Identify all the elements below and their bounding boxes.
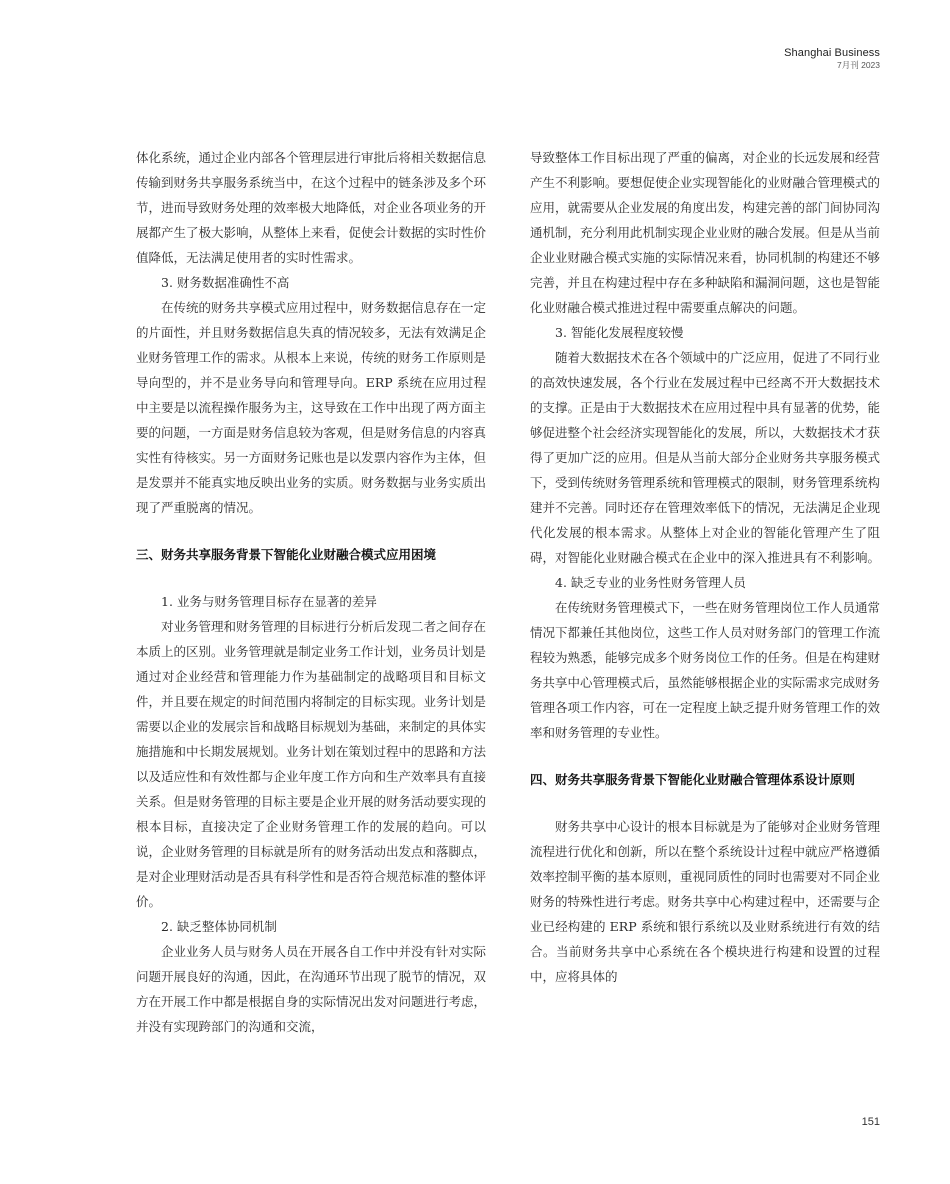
subsection-heading: 3. 智能化发展程度较慢 xyxy=(555,325,684,340)
subsection-heading: 2. 缺乏整体协同机制 xyxy=(161,919,277,934)
section-heading: 四、财务共享服务背景下智能化业财融合管理体系设计原则 xyxy=(530,772,856,787)
running-header xyxy=(784,47,880,71)
paragraph: 导致整体工作目标出现了严重的偏离，对企业的长远发展和经营产生不利影响。要想促使企业实现智能化的业财融合管理模式的应用，就需要从企业发展的角度出发，构建完善的部门间协同沟通机制，充分利用此机制实现企业业财的融合发展。但是从当前企业业财融合模式实施的实际情况来看，协同机制的构建还不够完善，并且在构建过程中存在多种缺陷和漏洞问题，这也是智能化业财融合模式推进过程中需要重点解决的问题。 xyxy=(530,150,881,315)
subsection-heading: 4. 缺乏专业的业务性财务管理人员 xyxy=(555,575,746,590)
page-number: 151 xyxy=(861,1116,880,1128)
paragraph: 企业业务人员与财务人员在开展各自工作中并没有针对实际问题开展良好的沟通，因此，在沟通环节出现了脱节的情况，双方在开展工作中都是根据自身的实际情况出发对问题进行考虑，并没有实现跨部门的沟通和交流， xyxy=(136,944,487,1034)
paragraph: 在传统财务管理模式下，一些在财务管理岗位工作人员通常情况下都兼任其他岗位，这些工作人员对财务部门的管理工作流程较为熟悉，能够完成多个财务岗位工作的任务。但是在构建财务共享中心管理模式后，虽然能够根据企业的实际需求完成财务管理各项工作内容，可在一定程度上缺乏提升财务管理工作的效率和财务管理的专业性。 xyxy=(530,600,881,740)
subsection-heading: 1. 业务与财务管理目标存在显著的差异 xyxy=(161,594,377,609)
subsection-heading: 3. 财务数据准确性不高 xyxy=(161,275,290,290)
paragraph: 体化系统，通过企业内部各个管理层进行审批后将相关数据信息传输到财务共享服务系统当中，在这个过程中的链条涉及多个环节，进而导致财务处理的效率极大地降低，对企业各项业务的开展都产生了极大影响，从整体上来看，促使会计数据的实时性价值降低，无法满足使用者的实时性需求。 xyxy=(136,150,487,265)
paragraph: 在传统的财务共享模式应用过程中，财务数据信息存在一定的片面性，并且财务数据信息失真的情况较多，无法有效满足企业财务管理工作的需求。从根本上来说，传统的财务工作原则是导向型的，并不是业务导向和管理导向。ERP 系统在应用过程中主要是以流程操作服务为主，这导致在工作中出现了两方面主要的问题，一方面是财务信息较为客观，但是财务信息的内容真实性有待核实。另一方面财务记账也是以发票内容作为主体，但是发票并不能真实地反映出业务的实质。财务数据与业务实质出现了严重脱离的情况。 xyxy=(136,300,487,515)
paragraph: 财务共享中心设计的根本目标就是为了能够对企业财务管理流程进行优化和创新，所以在整个系统设计过程中就应严格遵循效率控制平衡的基本原则，重视同质性的同时也需要对不同企业财务的特殊性进行考虑。财务共享中心构建过程中，还需要与企业已经构建的 ERP 系统和银行系统以及业财系统进行有效的结合。当前财务共享中心系统在各个模块进行构建和设置的过程中，应将具体的 xyxy=(530,819,881,984)
section-heading: 三、财务共享服务背景下智能化业财融合模式应用困境 xyxy=(136,547,437,562)
issue-date: 7月刊 2023 xyxy=(837,60,880,70)
left-column xyxy=(136,145,486,1039)
paragraph: 对业务管理和财务管理的目标进行分析后发现二者之间存在本质上的区别。业务管理就是制定业务工作计划，业务员计划是通过对企业经营和管理能力作为基础制定的战略项目和目标文件，并且要在规定的时间范围内将制定的目标实现。业务计划是需要以企业的发展宗旨和战略目标规划为基础，来制定的具体实施措施和中长期发展规划。业务计划在策划过程中的思路和方法以及适应性和有效性都与企业年度工作方向和生产效率具有直接关系。但是财务管理的目标主要是企业开展的财务活动要实现的根本目标，直接决定了企业财务管理工作的发展的趋向。可以说，企业财务管理的目标就是所有的财务活动出发点和落脚点，是对企业理财活动是否具有科学性和是否符合规范标准的整体评价。 xyxy=(136,619,487,909)
paragraph: 随着大数据技术在各个领域中的广泛应用，促进了不同行业的高效快速发展，各个行业在发展过程中已经离不开大数据技术的支撑。正是由于大数据技术在应用过程中具有显著的优势，能够促进整个社会经济实现智能化的发展，所以，大数据技术才获得了更加广泛的应用。但是从当前大部分企业财务共享服务模式下，受到传统财务管理系统和管理模式的限制，财务管理系统构建并不完善。同时还存在管理效率低下的情况，无法满足企业现代化发展的根本需求。从整体上对企业的智能化管理产生了阻碍，对智能化业财融合模式在企业中的深入推进具有不利影响。 xyxy=(530,350,881,565)
right-column xyxy=(530,145,880,989)
journal-name: Shanghai Business xyxy=(784,47,880,59)
